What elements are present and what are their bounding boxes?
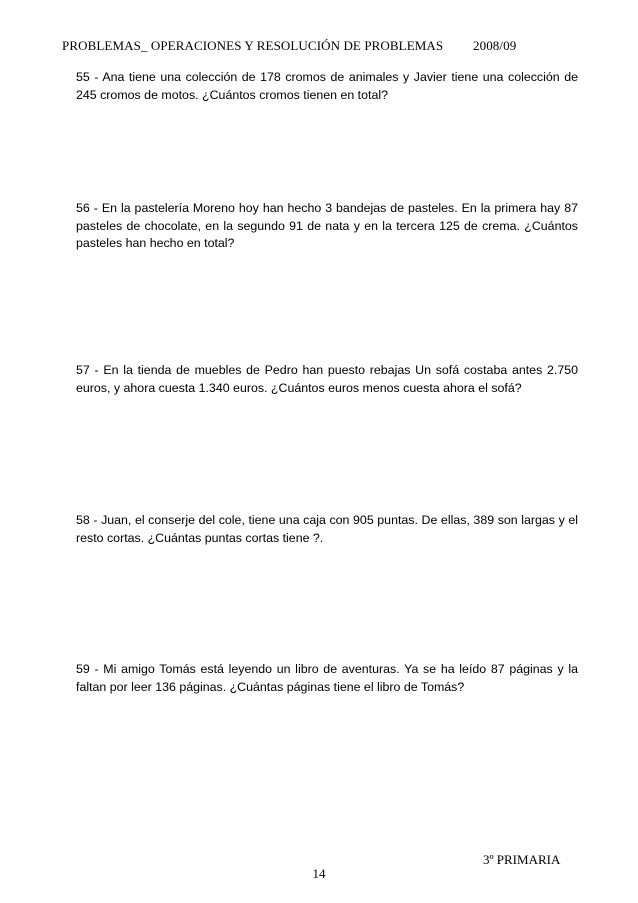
problem-58: 58 - Juan, el conserje del cole, tiene una caja con 905 puntas. De ellas, 389 son largas y el resto cortas. ¿Cuántas puntas cortas tiene ?. <box>76 513 578 545</box>
footer-grade: 3º PRIMARIA <box>483 852 561 867</box>
header-year: 2008/09 <box>473 38 517 53</box>
problem-57: 57 - En la tienda de muebles de Pedro han puesto rebajas Un sofá costaba antes 2.750 euros, y ahora cuesta 1.340 euros. ¿Cuántos euros menos cuesta ahora el sofá? <box>76 363 578 395</box>
problem-59: 59 - Mi amigo Tomás está leyendo un libro de aventuras. Ya se ha leído 87 páginas y la faltan por leer 136 páginas. ¿Cuántas páginas tiene el libro de Tomás? <box>76 662 578 694</box>
page-number: 14 <box>312 866 326 881</box>
problem-56: 56 - En la pastelería Moreno hoy han hecho 3 bandejas de pasteles. En la primera hay 87 pasteles de chocolate, en la segundo 91 de nata y en la tercera 125 de crema. ¿Cuántos pasteles han hecho en total? <box>76 201 578 250</box>
header-title: PROBLEMAS_ OPERACIONES Y RESOLUCIÓN DE PROBLEMAS <box>62 38 444 53</box>
problem-55: 55 - Ana tiene una colección de 178 cromos de animales y Javier tiene una colección de 245 cromos de motos. ¿Cuántos cromos tienen en total? <box>76 70 578 102</box>
